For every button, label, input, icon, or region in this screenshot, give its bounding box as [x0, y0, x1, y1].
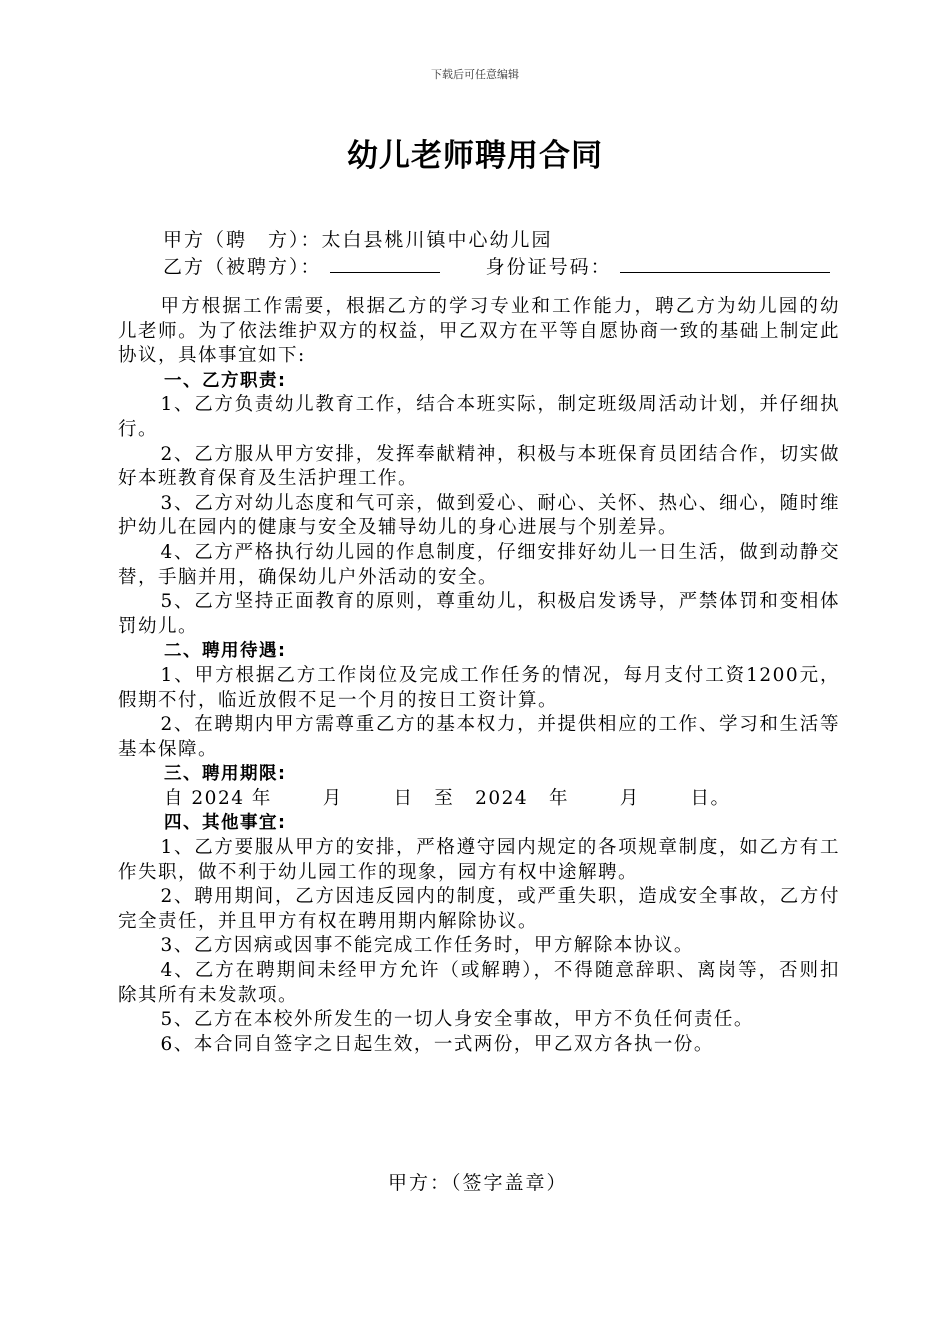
section-2-heading: 二、聘用待遇: — [164, 641, 287, 662]
signature-note: （签字盖章） — [451, 1172, 568, 1194]
date-word: 年 — [251, 787, 272, 809]
section-4-item: 4、乙方在聘期间未经甲方允许（或解聘），不得随意辞职、离岗等，否则扣除其所有未发款项。 — [118, 960, 840, 1006]
section-4-item: 5、乙方在本校外所发生的一切人身安全事故，甲方不负任何责任。 — [160, 1009, 754, 1031]
intro-paragraph: 甲方根据工作需要，根据乙方的学习专业和工作能力，聘乙方为幼儿园的幼儿老师。为了依法维护双方的权益，甲乙双方在平等自愿协商一致的基础上制定此协议，具体事宜如下: — [118, 296, 840, 367]
section-3-heading: 三、聘用期限: — [164, 764, 287, 785]
section-4-item: 3、乙方因病或因事不能完成工作任务时，甲方解除本协议。 — [160, 935, 694, 957]
date-year: 2024 — [475, 787, 529, 809]
contract-body — [118, 295, 840, 1057]
date-word: 月 — [619, 787, 640, 809]
date-year: 2024 — [191, 787, 245, 809]
date-word: 至 — [434, 787, 455, 809]
section-1-heading: 一、乙方职责: — [164, 370, 287, 391]
section-2-item: 2、在聘期内甲方需尊重乙方的基本权力，并提供相应的工作、学习和生活等基本保障。 — [118, 714, 840, 760]
date-word: 年 — [548, 787, 569, 809]
party-b-name-blank — [330, 252, 440, 273]
header-note: 下载后可任意编辑 — [431, 68, 519, 81]
date-word: 月 — [322, 787, 343, 809]
party-a-label: 甲方（聘 方）： — [163, 229, 322, 251]
section-4-item: 1、乙方要服从甲方的安排，严格遵守园内规定的各项规章制度，如乙方有工作失职，做不利于幼儿园工作的现象，园方有权中途解聘。 — [118, 837, 840, 883]
employment-period — [118, 787, 840, 812]
section-4-item: 2、聘用期间，乙方因违反园内的制度，或严重失职，造成安全事故，乙方付完全责任，并且甲方有权在聘用期内解除协议。 — [118, 886, 840, 932]
date-word: 日 — [393, 787, 414, 809]
section-1-item: 1、乙方负责幼儿教育工作，结合本班实际，制定班级周活动计划，并仔细执行。 — [118, 394, 840, 440]
section-2-item: 1、甲方根据乙方工作岗位及完成工作任务的情况，每月支付工资1200元，假期不付，临近放假不足一个月的按日工资计算。 — [118, 664, 840, 711]
party-b-line — [163, 252, 830, 279]
document-title: 幼儿老师聘用合同 — [347, 138, 603, 174]
signature-line — [388, 1168, 568, 1195]
id-number-blank — [620, 252, 830, 273]
date-word: 日。 — [690, 787, 731, 809]
date-word: 自 — [164, 787, 185, 809]
section-1-item: 2、乙方服从甲方安排，发挥奉献精神，积极与本班保育员团结合作，切实做好本班教育保育及生活护理工作。 — [118, 443, 840, 490]
signature-label: 甲方： — [388, 1172, 452, 1194]
party-a-line — [163, 225, 553, 252]
party-a-value: 太白县桃川镇中心幼儿园 — [321, 229, 553, 251]
section-1-item: 5、乙方坚持正面教育的原则，尊重幼儿，积极启发诱导，严禁体罚和变相体罚幼儿。 — [118, 591, 840, 637]
id-number-label: 身份证号码： — [485, 256, 612, 278]
party-b-label: 乙方（被聘方）： — [163, 256, 322, 278]
section-4-item: 6、本合同自签字之日起生效，一式两份，甲乙双方各执一份。 — [160, 1033, 714, 1055]
section-1-item: 3、乙方对幼儿态度和气可亲，做到爱心、耐心、关怀、热心、细心，随时维护幼儿在园内的健康与安全及辅导幼儿的身心进展与个别差异。 — [118, 492, 840, 539]
section-4-heading: 四、其他事宜: — [164, 813, 287, 834]
section-1-item: 4、乙方严格执行幼儿园的作息制度，仔细安排好幼儿一日生活，做到动静交替，手脑并用，确保幼儿户外活动的安全。 — [118, 541, 840, 588]
